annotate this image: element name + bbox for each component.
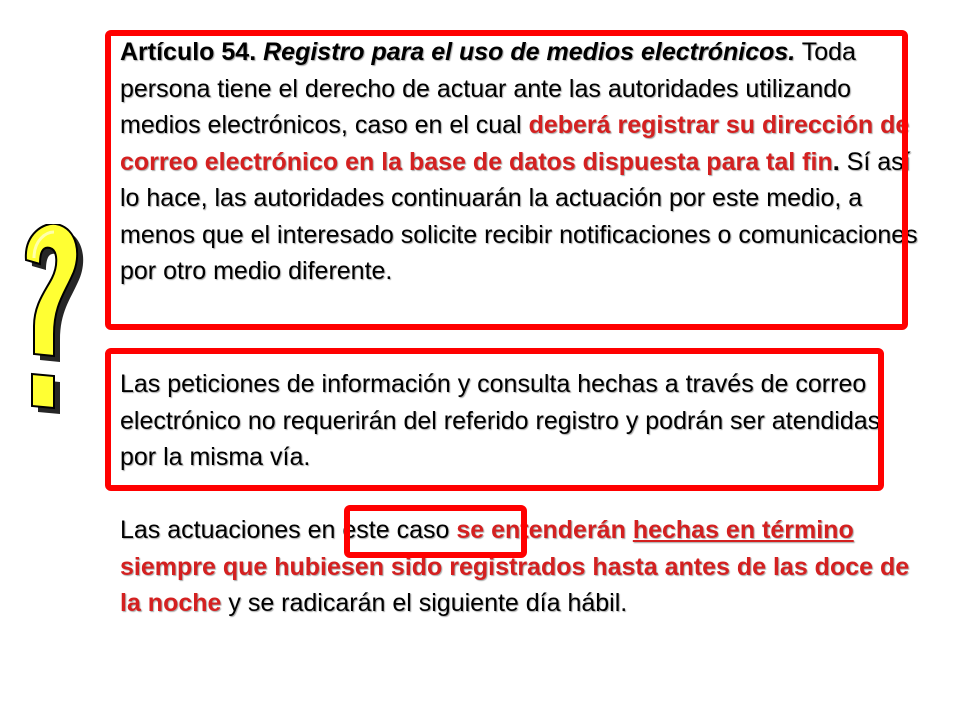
article-frame bbox=[105, 30, 908, 330]
article-title: Registro para el uso de medios electrónicos. bbox=[263, 38, 796, 66]
article-highlight: deberá registrar su dirección de correo electrónico en la base de datos dispuesta para tal fin bbox=[120, 111, 910, 176]
email-requests-frame bbox=[105, 348, 884, 491]
timing-highlight-b: siempre que hubiesen sido registrados hasta antes de las doce de la noche bbox=[120, 552, 910, 617]
en-este-caso-frame bbox=[344, 505, 527, 558]
article-label: Artículo 54. bbox=[120, 38, 257, 66]
timing-highlight-a: se entenderán bbox=[456, 516, 626, 544]
timing-text-a: Las actuaciones en este caso bbox=[120, 516, 450, 544]
question-mark-icon bbox=[20, 224, 86, 424]
article-text-b: Sí así lo hace, las autoridades continuarán la actuación por este medio, a menos que el interesado solicite recibir notificaciones o comunicaciones por otro medio diferente. bbox=[120, 147, 918, 285]
timing-text-b: y se radicarán el siguiente día hábil. bbox=[228, 589, 628, 617]
email-requests-text: Las peticiones de información y consulta hechas a través de correo electrónico no requerirán del referido registro y podrán ser atendidas por la misma vía. bbox=[120, 370, 881, 471]
timing-underlined: hechas en término bbox=[632, 516, 854, 544]
article-period: . bbox=[832, 147, 840, 176]
article-text-a: Toda persona tiene el derecho de actuar ante las autoridades utilizando medios electrónicos, caso en el cual bbox=[120, 38, 856, 139]
